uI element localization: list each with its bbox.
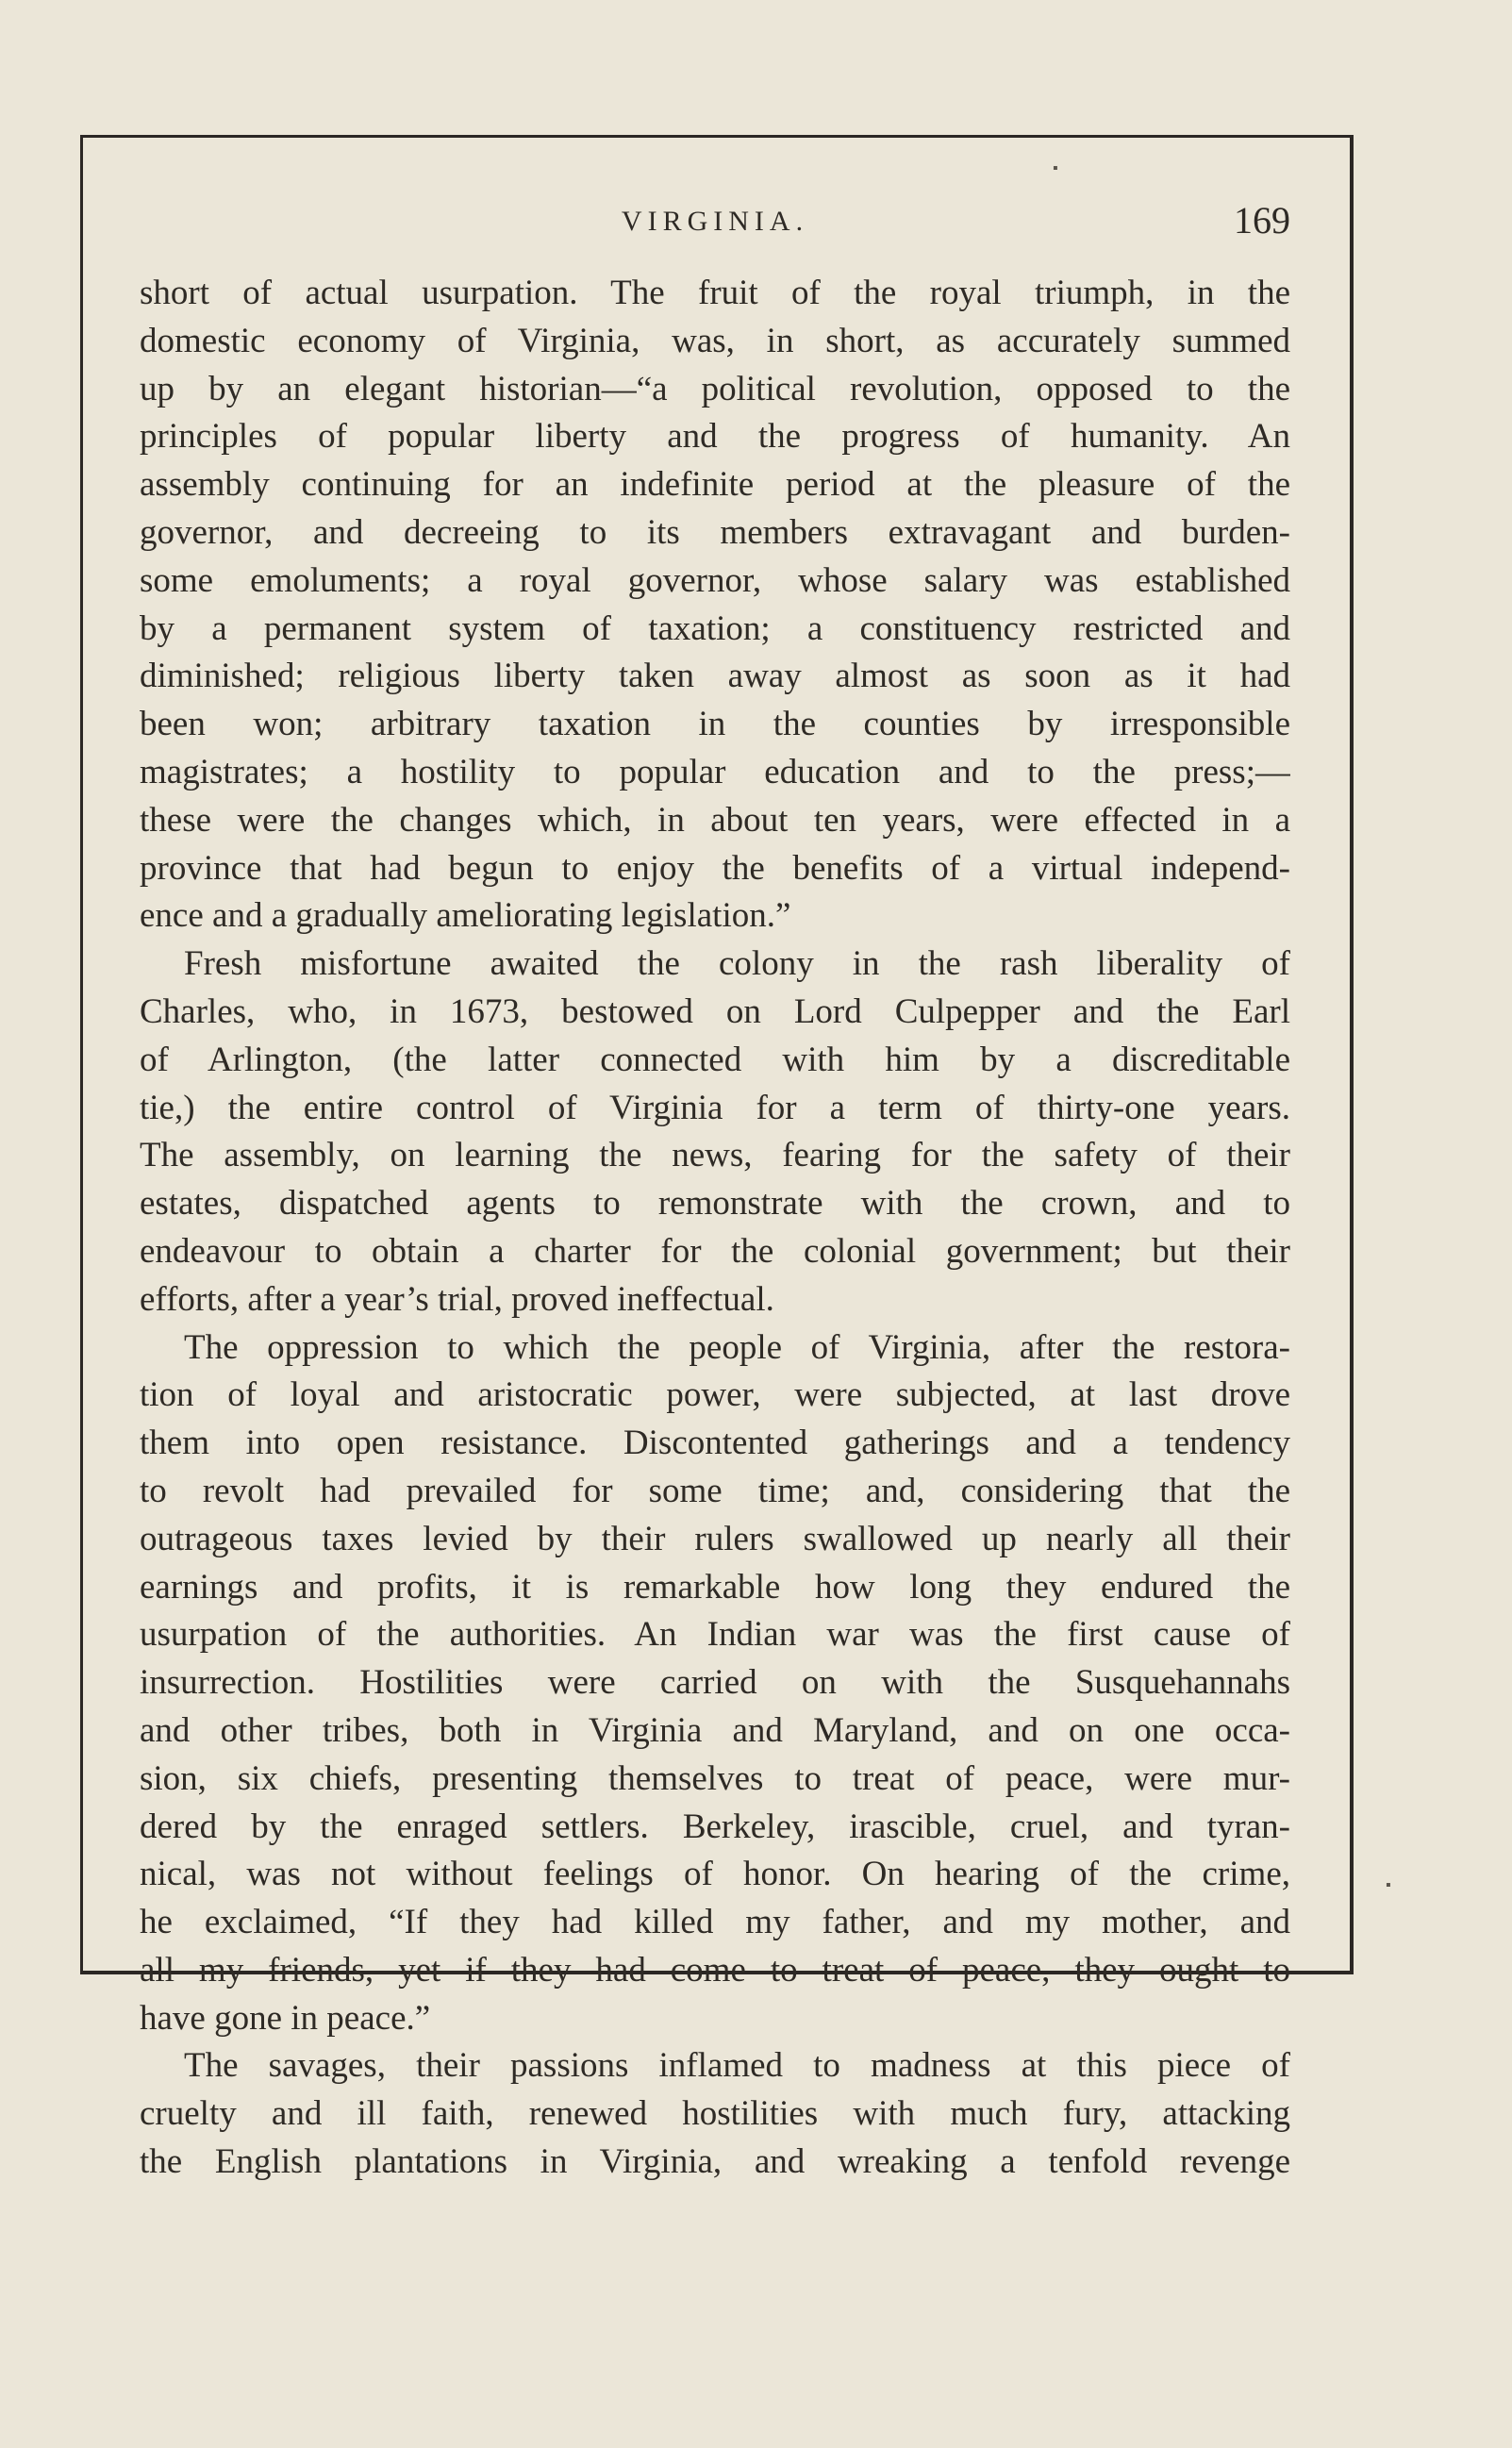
text-line: up by an elegant historian—“a political revolution, opposed to the: [140, 369, 1290, 408]
text-line: estates, dispatched agents to remonstrate with the crown, and to: [140, 1184, 1290, 1224]
text-line: nical, was not without feelings of honor. On hearing of the crime,: [140, 1855, 1290, 1894]
text-line: some emoluments; a royal governor, whose salary was established: [140, 560, 1290, 600]
body-text: [140, 270, 1290, 2187]
text-line: have gone in peace.”: [140, 1998, 431, 2038]
text-line: assembly continuing for an indefinite period at the pleasure of the: [140, 465, 1290, 505]
page-number: 169: [1234, 199, 1290, 241]
ink-speck: ▪: [1386, 1877, 1391, 1893]
text-line: to revolt had prevailed for some time; and, considering that the: [140, 1471, 1290, 1510]
text-line: principles of popular liberty and the progress of humanity. An: [140, 417, 1290, 457]
text-line: and other tribes, both in Virginia and Maryland, and on one occa-: [140, 1710, 1290, 1750]
running-title: VIRGINIA.: [621, 206, 809, 237]
text-line: tion of loyal and aristocratic power, were subjected, at last drove: [140, 1375, 1290, 1415]
text-line: The savages, their passions inflamed to madness at this piece of: [184, 2046, 1290, 2086]
text-line: province that had begun to enjoy the benefits of a virtual independ-: [140, 848, 1290, 888]
text-line: The oppression to which the people of Virginia, after the restora-: [184, 1327, 1290, 1367]
text-line: Fresh misfortune awaited the colony in the rash liberality of: [184, 944, 1290, 984]
text-line: magistrates; a hostility to popular education and to the press;—: [140, 752, 1290, 791]
text-line: diminished; religious liberty taken away almost as soon as it had: [140, 657, 1290, 696]
ink-speck: ▪: [1053, 160, 1058, 176]
text-line: efforts, after a year’s trial, proved ineffectual.: [140, 1279, 774, 1319]
text-line: insurrection. Hostilities were carried on with the Susquehannahs: [140, 1663, 1290, 1703]
text-line: Charles, who, in 1673, bestowed on Lord Culpepper and the Earl: [140, 991, 1290, 1031]
text-line: he exclaimed, “If they had killed my father, and my mother, and: [140, 1903, 1290, 1942]
text-line: all my friends, yet if they had come to treat of peace, they ought to: [140, 1950, 1290, 1990]
text-line: The assembly, on learning the news, fearing for the safety of their: [140, 1136, 1290, 1175]
text-line: these were the changes which, in about ten years, were effected in a: [140, 800, 1290, 840]
text-line: the English plantations in Virginia, and wreaking a tenfold revenge: [140, 2142, 1290, 2182]
text-line: them into open resistance. Discontented gatherings and a tendency: [140, 1424, 1290, 1463]
text-line: sion, six chiefs, presenting themselves to treat of peace, were mur-: [140, 1758, 1290, 1798]
running-head: [140, 189, 1290, 255]
text-line: domestic economy of Virginia, was, in short, as accurately summed: [140, 321, 1290, 360]
text-line: dered by the enraged settlers. Berkeley, irascible, cruel, and tyran-: [140, 1807, 1290, 1846]
text-line: outrageous taxes levied by their rulers swallowed up nearly all their: [140, 1519, 1290, 1558]
text-line: been won; arbitrary taxation in the counties by irresponsible: [140, 705, 1290, 744]
text-line: by a permanent system of taxation; a constituency restricted and: [140, 608, 1290, 648]
text-line: governor, and decreeing to its members extravagant and burden-: [140, 512, 1290, 552]
text-line: usurpation of the authorities. An Indian war was the first cause of: [140, 1615, 1290, 1655]
text-line: tie,) the entire control of Virginia for a term of thirty-one years.: [140, 1088, 1290, 1127]
text-line: endeavour to obtain a charter for the colonial government; but their: [140, 1231, 1290, 1271]
text-line: cruelty and ill faith, renewed hostilities with much fury, attacking: [140, 2094, 1290, 2134]
text-line: short of actual usurpation. The fruit of the royal triumph, in the: [140, 274, 1290, 312]
text-line: of Arlington, (the latter connected with him by a discreditable: [140, 1040, 1290, 1079]
text-line: earnings and profits, it is remarkable how long they endured the: [140, 1567, 1290, 1607]
text-line: ence and a gradually ameliorating legislation.”: [140, 896, 791, 936]
